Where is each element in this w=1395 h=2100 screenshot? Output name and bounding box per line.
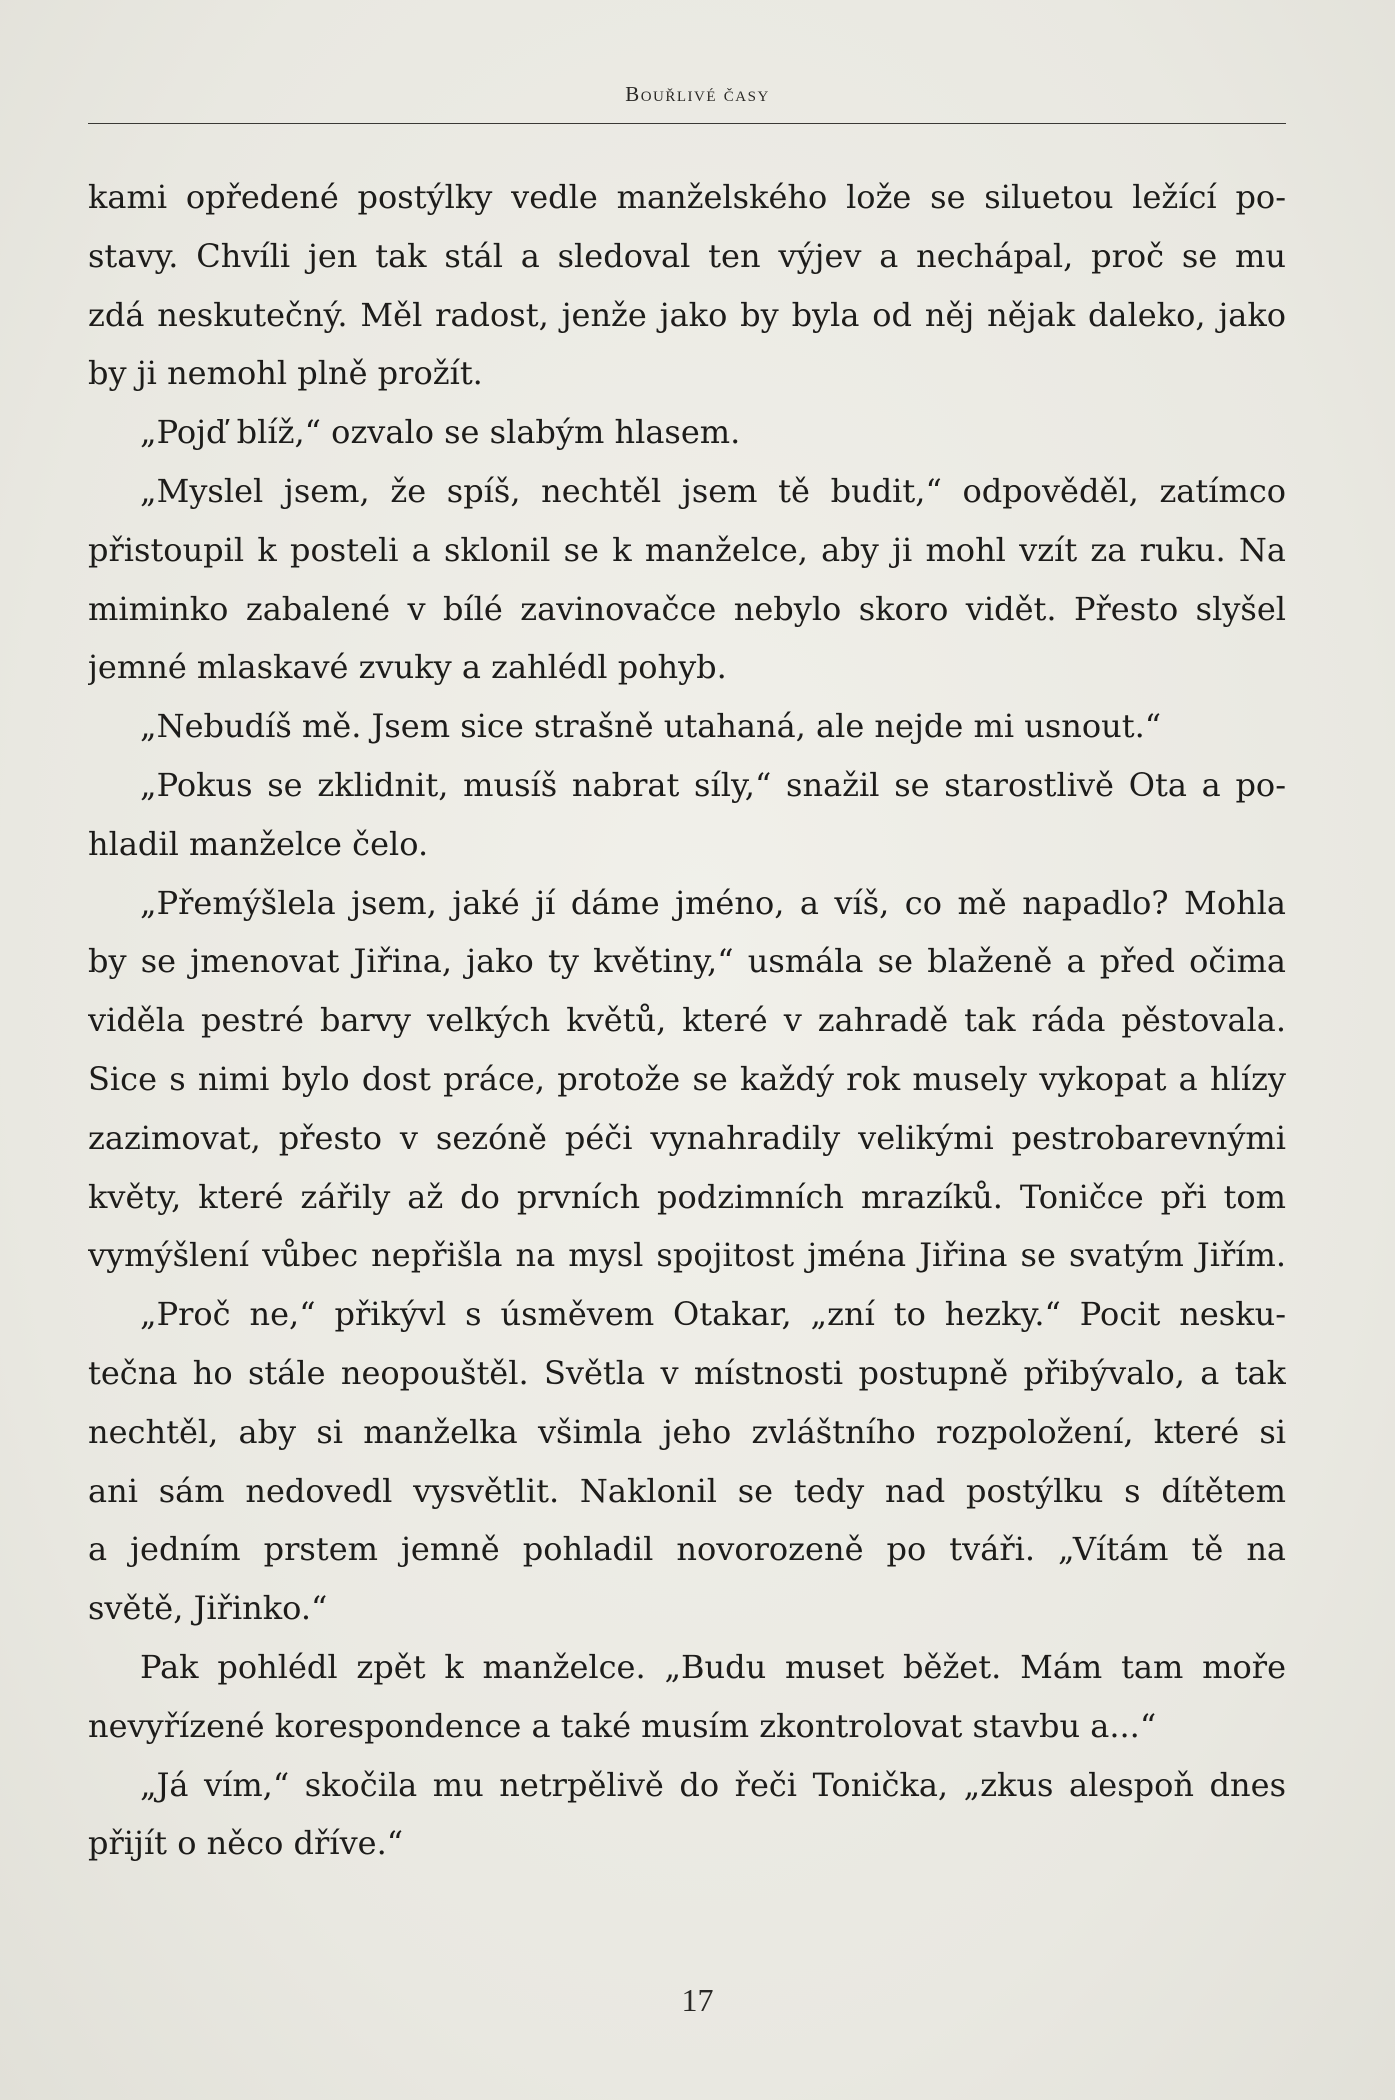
header-rule xyxy=(88,123,1286,124)
text-line: „Proč ne,“ přikývl s úsměvem Otakar, „zní to hezky.“ Pocit nesku- xyxy=(140,1295,1286,1334)
text-line: a jedním prstem jemně pohladil novorozeně po tváři. „Vítám tě na xyxy=(88,1530,1286,1569)
body-text xyxy=(88,168,1286,1873)
text-line: jemné mlaskavé zvuky a zahlédl pohyb. xyxy=(88,648,727,687)
text-line: „Já vím,“ skočila mu netrpělivě do řeči Tonička, „zkus alespoň dnes xyxy=(140,1765,1286,1804)
text-line: vymýšlení vůbec nepřišla na mysl spojitost jména Jiřina se svatým Jiřím. xyxy=(88,1236,1286,1275)
text-line: „Myslel jsem, že spíš, nechtěl jsem tě budit,“ odpověděl, zatímco xyxy=(140,471,1286,510)
text-line: by se jmenovat Jiřina, jako ty květiny,“ usmála se blaženě a před očima xyxy=(88,942,1286,981)
text-line: zazimovat, přesto v sezóně péči vynahradily velikými pestrobarevnými xyxy=(88,1118,1286,1157)
text-line: přijít o něco dříve.“ xyxy=(88,1824,404,1863)
text-line: hladil manželce čelo. xyxy=(88,824,429,863)
text-line: miminko zabalené v bílé zavinovačce nebylo skoro vidět. Přesto slyšel xyxy=(88,589,1286,628)
text-line: kami opředené postýlky vedle manželského lože se siluetou ležící po- xyxy=(88,178,1286,216)
text-line: nechtěl, aby si manželka všimla jeho zvláštního rozpoložení, které si xyxy=(88,1412,1286,1451)
text-line: ani sám nedovedl vysvětlit. Naklonil se tedy nad postýlku s dítětem xyxy=(88,1471,1286,1510)
text-line: viděla pestré barvy velkých květů, které v zahradě tak ráda pěstovala. xyxy=(88,1001,1286,1040)
text-line: stavy. Chvíli jen tak stál a sledoval ten výjev a nechápal, proč se mu xyxy=(88,236,1286,275)
text-line: Pak pohlédl zpět k manželce. „Budu muset běžet. Mám tam moře xyxy=(140,1647,1286,1686)
text-line: „Pokus se zklidnit, musíš nabrat síly,“ snažil se starostlivě Ota a po- xyxy=(140,765,1286,804)
text-line: „Nebudíš mě. Jsem sice strašně utahaná, ale nejde mi usnout.“ xyxy=(140,707,1162,746)
text-line: zdá neskutečný. Měl radost, jenže jako by byla od něj nějak daleko, jako xyxy=(88,295,1286,334)
text-line: květy, které zářily až do prvních podzimních mrazíků. Toničce při tom xyxy=(88,1177,1286,1216)
text-line: Sice s nimi bylo dost práce, protože se každý rok musely vykopat a hlízy xyxy=(88,1059,1286,1098)
text-line: „Pojď blíž,“ ozvalo se slabým hlasem. xyxy=(140,413,741,452)
text-line: „Přemýšlela jsem, jaké jí dáme jméno, a víš, co mě napadlo? Mohla xyxy=(140,883,1286,922)
text-line: by ji nemohl plně prožít. xyxy=(88,354,483,393)
text-line: světě, Jiřinko.“ xyxy=(88,1589,328,1628)
text-line: přistoupil k posteli a sklonil se k manželce, aby ji mohl vzít za ruku. Na xyxy=(88,530,1286,569)
page-number: 17 xyxy=(681,1982,714,2018)
text-line: nevyřízené korespondence a také musím zkontrolovat stavbu a...“ xyxy=(88,1706,1157,1745)
running-head: Bouřlivé časy xyxy=(625,82,770,106)
text-line: tečna ho stále neopouštěl. Světla v místnosti postupně přibývalo, a tak xyxy=(88,1353,1286,1392)
